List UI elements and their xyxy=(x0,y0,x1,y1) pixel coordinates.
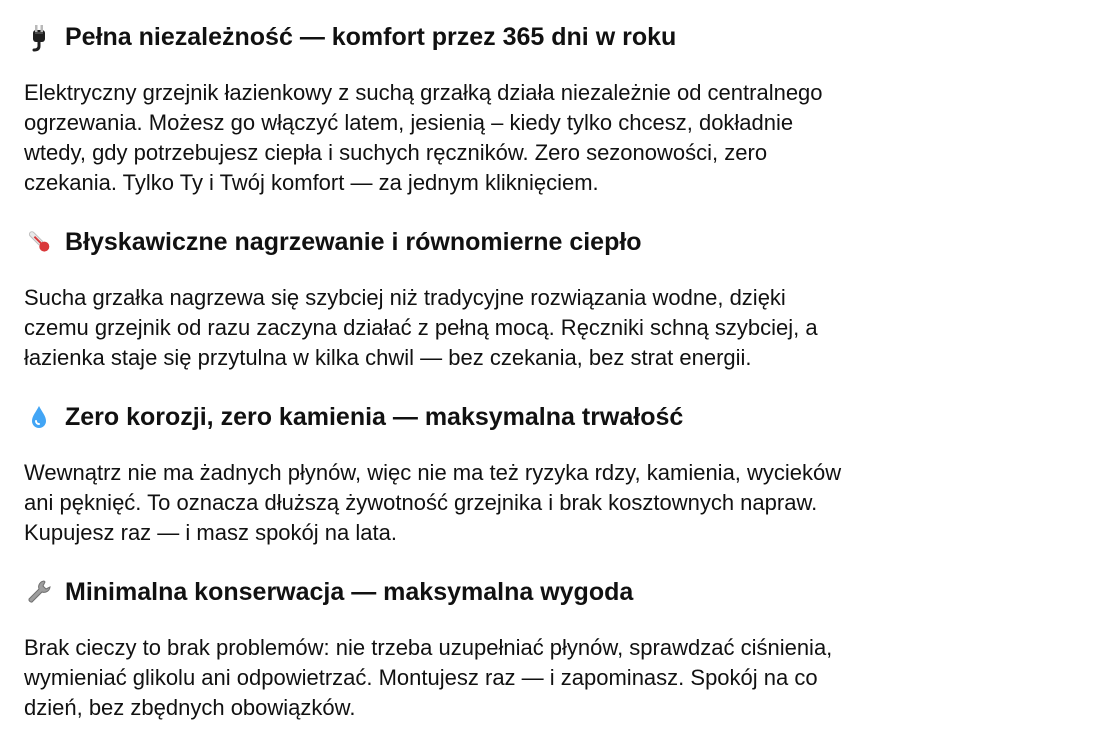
feature-paragraph xyxy=(24,458,1024,548)
feature-heading-text: Błyskawiczne nagrzewanie i równomierne ciepło xyxy=(65,227,642,256)
feature-heading xyxy=(24,573,1024,611)
paragraph-line: Brak cieczy to brak problemów: nie trzeba uzupełniać płynów, sprawdzać ciśnienia, xyxy=(24,635,833,660)
feature-heading xyxy=(24,223,1024,261)
paragraph-line: Wewnątrz nie ma żadnych płynów, więc nie ma też ryzyka rdzy, kamienia, wycieków xyxy=(24,460,842,485)
thermometer-icon xyxy=(24,227,54,257)
feature-section-durability xyxy=(24,398,1024,570)
feature-heading-text: Minimalna konserwacja — maksymalna wygoda xyxy=(65,577,634,606)
feature-heading-text: Pełna niezależność — komfort przez 365 dni w roku xyxy=(65,22,677,51)
paragraph-line: czekania. Tylko Ty i Twój komfort — za jednym kliknięciem. xyxy=(24,170,599,195)
paragraph-line: Elektryczny grzejnik łazienkowy z suchą grzałką działa niezależnie od centralnego xyxy=(24,80,823,105)
wrench-icon xyxy=(24,577,54,607)
plug-icon xyxy=(24,22,54,52)
feature-section-independence xyxy=(24,18,1024,220)
paragraph-line: ogrzewania. Możesz go włączyć latem, jesienią – kiedy tylko chcesz, dokładnie xyxy=(24,110,794,135)
paragraph-line: wymieniać glikolu ani odpowietrzać. Montujesz raz — i zapominasz. Spokój na co xyxy=(24,665,818,690)
paragraph-line: czemu grzejnik od razu zaczyna działać z pełną mocą. Ręczniki schną szybciej, a xyxy=(24,315,818,340)
paragraph-line: Sucha grzałka nagrzewa się szybciej niż tradycyjne rozwiązania wodne, dzięki xyxy=(24,285,786,310)
water-drop-icon xyxy=(24,402,54,432)
feature-section-fast-heating xyxy=(24,223,1024,395)
paragraph-line: łazienka staje się przytulna w kilka chwil — bez czekania, bez strat energii. xyxy=(24,345,752,370)
feature-heading xyxy=(24,18,1024,56)
feature-paragraph xyxy=(24,78,1024,198)
paragraph-line: Kupujesz raz — i masz spokój na lata. xyxy=(24,520,397,545)
paragraph-line: dzień, bez zbędnych obowiązków. xyxy=(24,695,356,720)
feature-paragraph xyxy=(24,633,1024,723)
feature-heading-text: Zero korozji, zero kamienia — maksymalna trwałość xyxy=(65,402,684,431)
feature-heading xyxy=(24,398,1024,436)
feature-section-maintenance xyxy=(24,573,1024,745)
paragraph-line: ani pęknięć. To oznacza dłuższą żywotność grzejnika i brak kosztownych napraw. xyxy=(24,490,818,515)
paragraph-line: wtedy, gdy potrzebujesz ciepła i suchych ręczników. Zero sezonowości, zero xyxy=(24,140,768,165)
feature-paragraph xyxy=(24,283,1024,373)
